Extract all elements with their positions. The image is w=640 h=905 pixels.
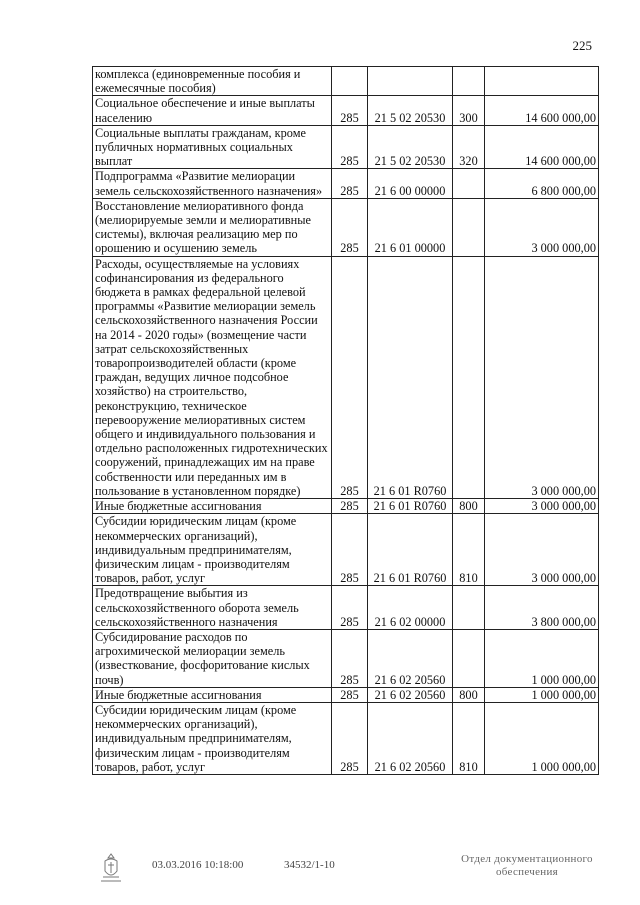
row-type: 800: [453, 499, 485, 514]
row-type: [453, 169, 485, 198]
row-code: 285: [332, 96, 368, 125]
row-sum: 3 000 000,00: [485, 499, 599, 514]
row-section: 21 6 01 R0760: [368, 256, 453, 498]
table-row: [93, 514, 599, 586]
row-sum: 3 800 000,00: [485, 586, 599, 630]
row-section: 21 5 02 20530: [368, 125, 453, 169]
row-type: 800: [453, 687, 485, 702]
footer-doc-number: 34532/1-10: [284, 859, 335, 871]
row-code: 285: [332, 499, 368, 514]
row-sum: 3 000 000,00: [485, 198, 599, 256]
row-type: [453, 586, 485, 630]
row-code: 285: [332, 125, 368, 169]
table-row: [93, 256, 599, 498]
table-row: [93, 96, 599, 125]
row-name: Социальное обеспечение и иные выплаты населению: [93, 96, 332, 125]
row-name: Предотвращение выбытия из сельскохозяйственного оборота земель сельскохозяйственного назначения: [93, 586, 332, 630]
row-sum: 1 000 000,00: [485, 629, 599, 687]
row-code: 285: [332, 256, 368, 498]
row-code: 285: [332, 629, 368, 687]
table-row: [93, 169, 599, 198]
row-name: Расходы, осуществляемые на условиях софинансирования из федерального бюджета в рамках федеральной целевой программы «Развитие мелиорации земель сельскохозяйственного назначения России на 2014 - 2020 годы» (возмещение части затрат сельскохозяйственных товаропроизводителей области (кроме граждан, ведущих личное подсобное хозяйство) на строительство, реконструкцию, техническое перевооружение мелиоративных систем общего и индивидуального пользования и отдельно расположенных гидротехнических сооружений, принадлежащих им на праве собственности или переданных им в пользование в установленном порядке): [93, 256, 332, 498]
row-name: Субсидии юридическим лицам (кроме некоммерческих организаций), индивидуальным предпринимателям, физическим лицам - производителям товаров, работ, услуг: [93, 514, 332, 586]
row-type: [453, 629, 485, 687]
row-section: [368, 67, 453, 96]
page-footer: [0, 853, 640, 893]
row-section: 21 6 02 20560: [368, 687, 453, 702]
row-name: Иные бюджетные ассигнования: [93, 687, 332, 702]
row-code: 285: [332, 514, 368, 586]
row-name: Субсидирование расходов по агрохимической мелиорации земель (известкование, фосфоритование кислых почв): [93, 629, 332, 687]
row-section: 21 6 02 20560: [368, 629, 453, 687]
row-type: [453, 198, 485, 256]
row-section: 21 6 02 00000: [368, 586, 453, 630]
row-type: 300: [453, 96, 485, 125]
row-code: 285: [332, 586, 368, 630]
row-type: [453, 256, 485, 498]
coat-of-arms-icon: [96, 851, 126, 888]
budget-table: [92, 66, 599, 775]
row-name: Восстановление мелиоративного фонда (мелиорируемые земли и мелиоративные системы), включая реализацию мер по орошению и осушению земель: [93, 198, 332, 256]
row-sum: [485, 67, 599, 96]
row-name: Подпрограмма «Развитие мелиорации земель сельскохозяйственного назначения»: [93, 169, 332, 198]
row-sum: 14 600 000,00: [485, 96, 599, 125]
row-type: 810: [453, 514, 485, 586]
table-row: [93, 67, 599, 96]
row-code: 285: [332, 198, 368, 256]
row-type: [453, 67, 485, 96]
row-name: Субсидии юридическим лицам (кроме некоммерческих организаций), индивидуальным предпринимателям, физическим лицам - производителям товаров, работ, услуг: [93, 702, 332, 774]
row-name: комплекса (единовременные пособия и ежемесячные пособия): [93, 67, 332, 96]
row-section: 21 6 01 00000: [368, 198, 453, 256]
row-sum: 3 000 000,00: [485, 514, 599, 586]
row-section: 21 6 01 R0760: [368, 499, 453, 514]
page-number: 225: [572, 38, 592, 53]
table-row: [93, 586, 599, 630]
footer-timestamp: 03.03.2016 10:18:00: [152, 859, 244, 871]
row-code: 285: [332, 687, 368, 702]
row-section: 21 6 01 R0760: [368, 514, 453, 586]
table-row: [93, 629, 599, 687]
row-type: 320: [453, 125, 485, 169]
row-code: 285: [332, 702, 368, 774]
row-sum: 1 000 000,00: [485, 702, 599, 774]
row-name: Иные бюджетные ассигнования: [93, 499, 332, 514]
table-row: [93, 499, 599, 514]
row-name: Социальные выплаты гражданам, кроме публичных нормативных социальных выплат: [93, 125, 332, 169]
table-row: [93, 198, 599, 256]
row-section: 21 6 02 20560: [368, 702, 453, 774]
table-row: [93, 125, 599, 169]
table-row: [93, 702, 599, 774]
row-code: [332, 67, 368, 96]
row-sum: 3 000 000,00: [485, 256, 599, 498]
row-sum: 14 600 000,00: [485, 125, 599, 169]
department-stamp: Отдел документационного обеспечения: [461, 853, 593, 878]
row-type: 810: [453, 702, 485, 774]
row-sum: 1 000 000,00: [485, 687, 599, 702]
row-section: 21 6 00 00000: [368, 169, 453, 198]
table-row: [93, 687, 599, 702]
row-sum: 6 800 000,00: [485, 169, 599, 198]
row-section: 21 5 02 20530: [368, 96, 453, 125]
row-code: 285: [332, 169, 368, 198]
